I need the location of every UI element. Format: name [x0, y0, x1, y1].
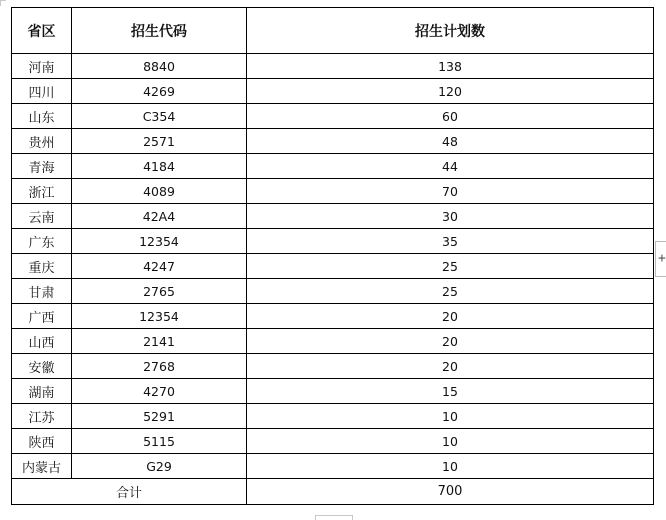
table-row [12, 54, 654, 79]
cell-code: 4269 [72, 79, 247, 104]
cell-code: 2141 [72, 329, 247, 354]
header-province: 省区 [12, 8, 72, 54]
cell-province: 广西 [12, 304, 72, 329]
add-row-handle[interactable] [655, 241, 666, 277]
table-row [12, 179, 654, 204]
table-row [12, 204, 654, 229]
cell-code: 4184 [72, 154, 247, 179]
cell-province: 浙江 [12, 179, 72, 204]
cell-code: 2768 [72, 354, 247, 379]
cell-province: 贵州 [12, 129, 72, 154]
table-row [12, 154, 654, 179]
cell-plan: 120 [247, 79, 654, 104]
table-row [12, 304, 654, 329]
cell-plan: 138 [247, 54, 654, 79]
cell-province: 安徽 [12, 354, 72, 379]
cell-code: 2571 [72, 129, 247, 154]
cell-province: 四川 [12, 79, 72, 104]
cell-province: 重庆 [12, 254, 72, 279]
cell-code: 42A4 [72, 204, 247, 229]
cell-province: 甘肃 [12, 279, 72, 304]
cell-plan: 35 [247, 229, 654, 254]
table-row [12, 404, 654, 429]
header-code: 招生代码 [72, 8, 247, 54]
total-label: 合计 [12, 479, 247, 505]
table-header-row [12, 8, 654, 54]
cell-code: 4247 [72, 254, 247, 279]
cell-code: 2765 [72, 279, 247, 304]
table-row [12, 129, 654, 154]
cell-plan: 70 [247, 179, 654, 204]
table-row [12, 79, 654, 104]
table-row [12, 254, 654, 279]
table-row [12, 429, 654, 454]
cell-province: 江苏 [12, 404, 72, 429]
cell-plan: 10 [247, 429, 654, 454]
cell-province: 广东 [12, 229, 72, 254]
table-row [12, 279, 654, 304]
cell-plan: 15 [247, 379, 654, 404]
cell-code: 5115 [72, 429, 247, 454]
table-body [12, 54, 654, 479]
cell-plan: 48 [247, 129, 654, 154]
cell-code: C354 [72, 104, 247, 129]
cell-province: 山东 [12, 104, 72, 129]
total-row [12, 479, 654, 505]
table-row [12, 329, 654, 354]
cell-code: G29 [72, 454, 247, 479]
cell-province: 内蒙古 [12, 454, 72, 479]
cell-province: 山西 [12, 329, 72, 354]
total-plan: 700 [247, 479, 654, 505]
table-row [12, 454, 654, 479]
cell-code: 12354 [72, 304, 247, 329]
plus-icon: + [658, 251, 666, 266]
cell-plan: 44 [247, 154, 654, 179]
cell-plan: 20 [247, 304, 654, 329]
cell-plan: 25 [247, 279, 654, 304]
table-row [12, 354, 654, 379]
cell-province: 青海 [12, 154, 72, 179]
cell-province: 云南 [12, 204, 72, 229]
cell-code: 4089 [72, 179, 247, 204]
enrollment-plan-table [11, 7, 654, 505]
cell-plan: 20 [247, 329, 654, 354]
header-plan: 招生计划数 [247, 8, 654, 54]
cell-code: 12354 [72, 229, 247, 254]
table-row [12, 104, 654, 129]
table-row [12, 379, 654, 404]
corner-marker [0, 0, 6, 6]
cell-province: 河南 [12, 54, 72, 79]
cell-code: 4270 [72, 379, 247, 404]
cell-plan: 60 [247, 104, 654, 129]
cell-code: 8840 [72, 54, 247, 79]
cell-code: 5291 [72, 404, 247, 429]
cell-plan: 10 [247, 454, 654, 479]
page-edge-marker [315, 515, 353, 520]
cell-plan: 25 [247, 254, 654, 279]
cell-province: 陕西 [12, 429, 72, 454]
cell-plan: 20 [247, 354, 654, 379]
table-row [12, 229, 654, 254]
cell-plan: 10 [247, 404, 654, 429]
cell-province: 湖南 [12, 379, 72, 404]
cell-plan: 30 [247, 204, 654, 229]
